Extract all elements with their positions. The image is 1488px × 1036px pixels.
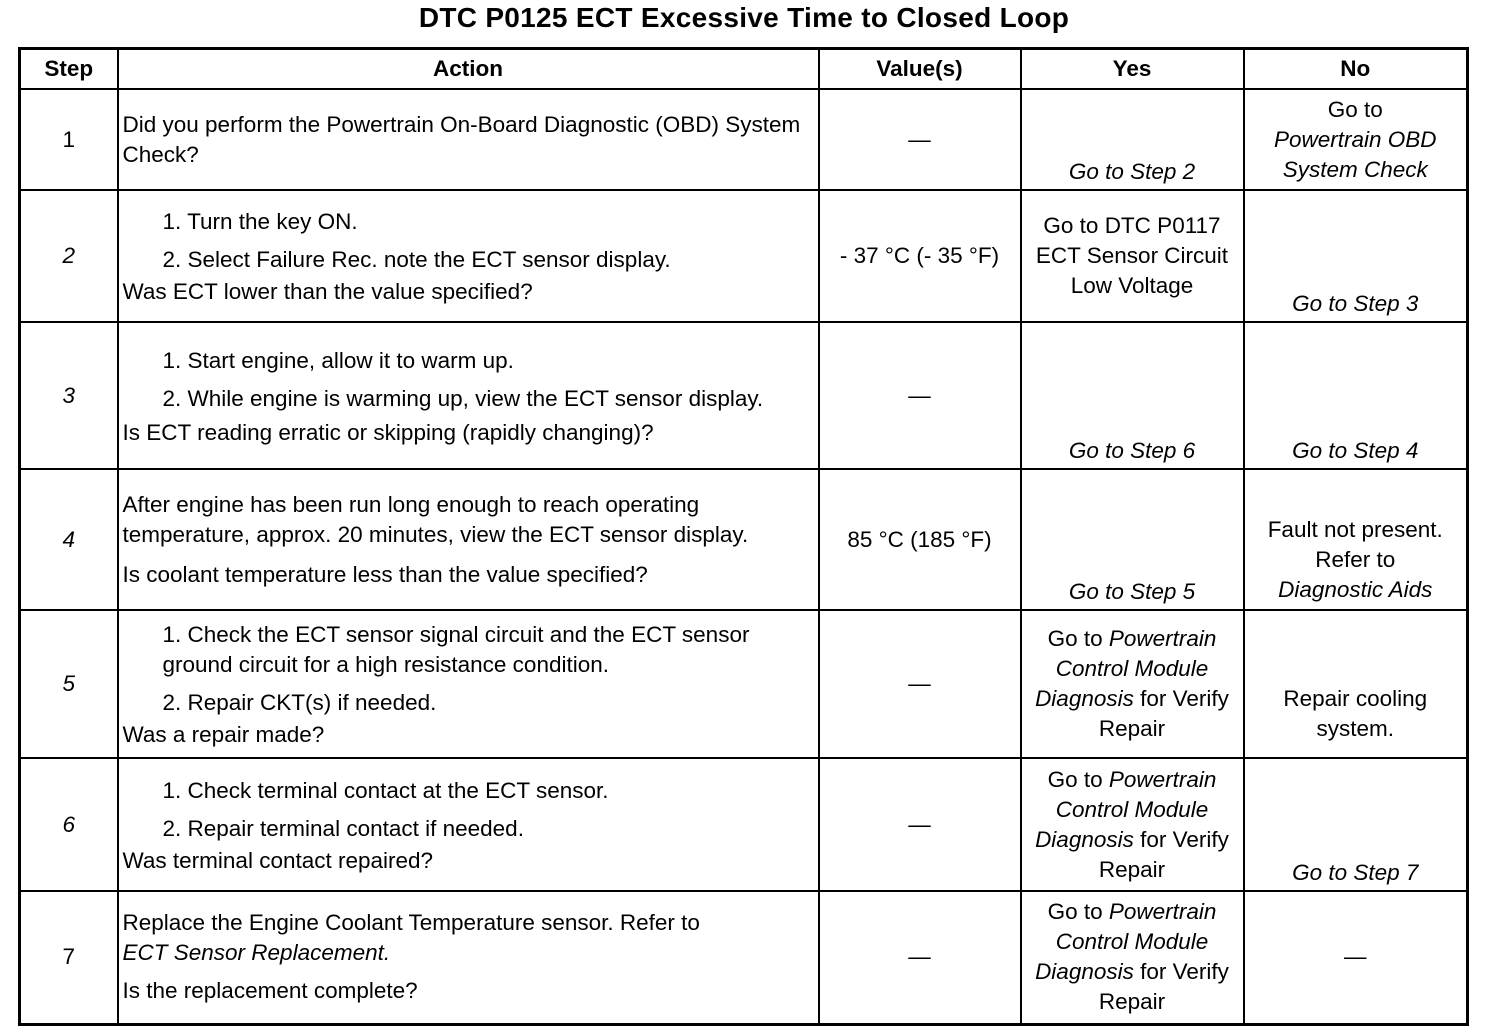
step-number: 3 [20, 322, 118, 469]
no-cell [1244, 89, 1468, 190]
action-question: Was a repair made? [122, 722, 325, 747]
yes-text: for Verify Repair [1098, 959, 1229, 1015]
action-question: Is coolant temperature less than the value specified? [122, 561, 648, 587]
table-row [20, 89, 1468, 190]
no-cell: Go to Step 3 [1244, 190, 1468, 322]
action-substep: 1. Check the ECT sensor signal circuit and the ECT sensor ground circuit for a high resistance condition. [162, 622, 750, 677]
header-yes: Yes [1021, 49, 1244, 90]
yes-cell: Go to Step 5 [1021, 469, 1244, 610]
no-cell: Go to Step 7 [1244, 758, 1468, 891]
yes-cell [1021, 758, 1244, 891]
no-text: Fault not present. Refer to [1267, 516, 1443, 572]
action-substep: 1. Start engine, allow it to warm up. [162, 347, 514, 373]
no-link[interactable]: Powertrain OBD System Check [1273, 126, 1437, 182]
yes-text: for Verify Repair [1098, 826, 1229, 882]
yes-cell: Go to Step 2 [1021, 89, 1244, 190]
action-reference-link[interactable]: ECT Sensor Replacement. [122, 940, 391, 966]
step-number: 2 [20, 190, 118, 322]
page-title: DTC P0125 ECT Excessive Time to Closed Loop [418, 2, 1070, 33]
yes-cell: Go to Step 6 [1021, 322, 1244, 469]
step-number: 4 [20, 469, 118, 610]
action-cell [118, 610, 819, 758]
yes-link[interactable]: Powertrain Control Module Diagnosis [1035, 899, 1217, 985]
action-text: After engine has been run long enough to reach operating temperature, approx. 20 minutes, view the ECT sensor display. [122, 491, 749, 547]
yes-text: Go to [1047, 626, 1103, 651]
step-number: 1 [20, 89, 118, 190]
table-row [20, 610, 1468, 758]
table-header-row [20, 49, 1468, 90]
yes-text: for Verify Repair [1098, 686, 1229, 741]
no-cell: — [1244, 891, 1468, 1024]
step-number: 5 [20, 610, 118, 758]
diagnostic-table [18, 47, 1469, 1026]
value-cell: — [819, 610, 1021, 758]
value-cell: — [819, 322, 1021, 469]
action-substep: 2. Repair terminal contact if needed. [162, 815, 524, 841]
yes-cell [1021, 891, 1244, 1024]
yes-link[interactable]: Powertrain Control Module Diagnosis [1035, 766, 1217, 852]
action-substep: 2. Repair CKT(s) if needed. [162, 690, 437, 715]
no-cell [1244, 469, 1468, 610]
header-value: Value(s) [819, 49, 1021, 90]
action-substep: 2. Select Failure Rec. note the ECT sensor display. [162, 247, 671, 272]
header-action: Action [118, 49, 819, 90]
value-cell: - 37 °C (- 35 °F) [819, 190, 1021, 322]
action-substep: 1. Turn the key ON. [162, 209, 358, 234]
no-link[interactable]: Diagnostic Aids [1278, 576, 1433, 602]
value-cell: 85 °C (185 °F) [819, 469, 1021, 610]
table-row [20, 322, 1468, 469]
table-row [20, 469, 1468, 610]
yes-cell [1021, 610, 1244, 758]
action-cell [118, 758, 819, 891]
action-cell [118, 891, 819, 1024]
action-question: Is ECT reading erratic or skipping (rapidly changing)? [122, 419, 654, 445]
action-cell [118, 190, 819, 322]
no-text: Go to [1327, 96, 1383, 122]
header-step: Step [20, 49, 118, 90]
yes-link[interactable]: Powertrain Control Module Diagnosis [1035, 626, 1217, 711]
action-cell [118, 322, 819, 469]
action-question: Was ECT lower than the value specified? [122, 279, 533, 304]
no-cell: Go to Step 4 [1244, 322, 1468, 469]
table-row [20, 758, 1468, 891]
yes-text: Go to [1047, 899, 1103, 925]
step-number: 6 [20, 758, 118, 891]
header-no: No [1244, 49, 1468, 90]
yes-cell: Go to DTC P0117 ECT Sensor Circuit Low Voltage [1021, 190, 1244, 322]
action-text: Replace the Engine Coolant Temperature sensor. Refer to [122, 910, 700, 936]
step-number: 7 [20, 891, 118, 1024]
table-row [20, 891, 1468, 1024]
action-cell [118, 469, 819, 610]
value-cell: — [819, 89, 1021, 190]
action-cell [118, 89, 819, 190]
action-question: Was terminal contact repaired? [122, 847, 434, 873]
value-cell: — [819, 891, 1021, 1024]
action-substep: 1. Check terminal contact at the ECT sensor. [162, 777, 609, 803]
yes-text: Go to [1047, 766, 1103, 792]
no-cell: Repair cooling system. [1244, 610, 1468, 758]
action-text: Did you perform the Powertrain On-Board Diagnostic (OBD) System Check? [122, 111, 801, 167]
value-cell: — [819, 758, 1021, 891]
table-row [20, 190, 1468, 322]
action-substep: 2. While engine is warming up, view the ECT sensor display. [162, 385, 764, 411]
action-question: Is the replacement complete? [122, 978, 418, 1004]
